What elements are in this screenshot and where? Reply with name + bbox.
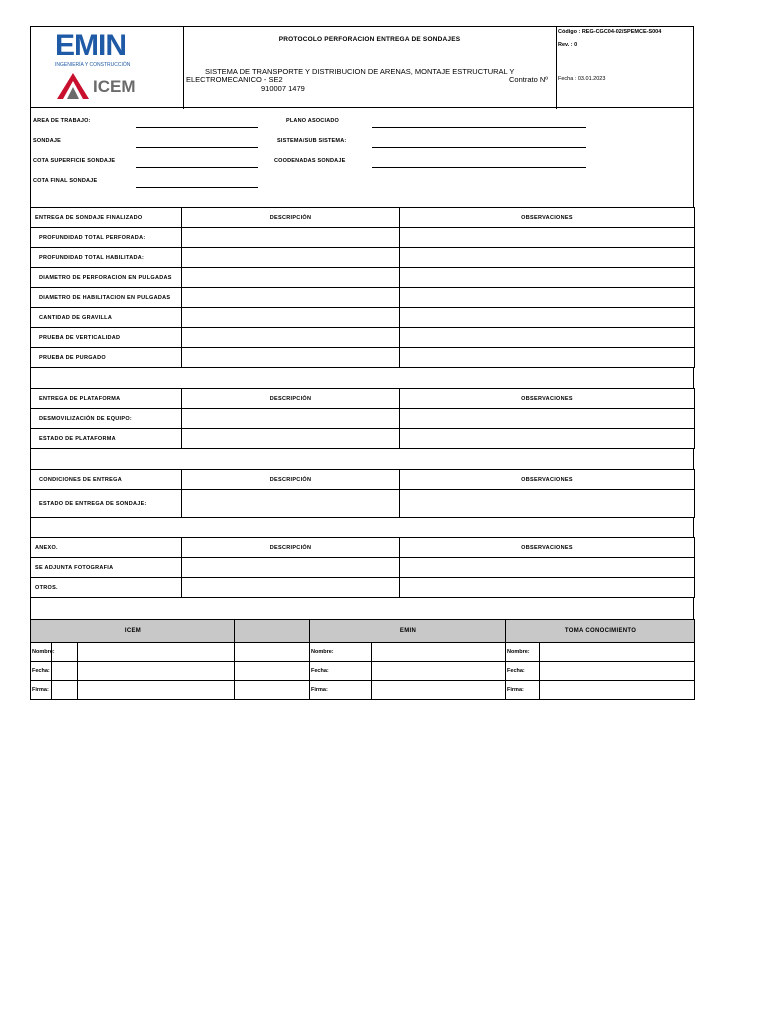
row-label: SE ADJUNTA FOTOGRAFIA bbox=[31, 558, 182, 578]
logo-cell: EMIN INGENIERÍA Y CONSTRUCCIÓN ICEM bbox=[31, 27, 184, 109]
observaciones-cell[interactable] bbox=[400, 578, 695, 598]
row-label: OTROS. bbox=[31, 578, 182, 598]
sig-label: Fecha: bbox=[506, 662, 540, 681]
descripcion-cell[interactable] bbox=[182, 288, 400, 308]
descripcion-cell[interactable] bbox=[182, 429, 400, 449]
observaciones-cell[interactable] bbox=[400, 308, 695, 328]
form-title: PROTOCOLO PERFORACION ENTREGA DE SONDAJES bbox=[278, 36, 461, 43]
col-observaciones: OBSERVACIONES bbox=[400, 470, 695, 490]
sig-cell[interactable] bbox=[540, 662, 695, 681]
sig-cell[interactable] bbox=[52, 643, 78, 662]
table-row bbox=[31, 308, 695, 328]
row-label: ESTADO DE ENTREGA DE SONDAJE: bbox=[31, 490, 182, 518]
section-entrega-sondaje bbox=[30, 207, 695, 368]
sig-header-toma: TOMA CONOCIMIENTO bbox=[506, 620, 695, 643]
sig-label: Firma: bbox=[506, 681, 540, 700]
observaciones-cell[interactable] bbox=[400, 268, 695, 288]
section-divider bbox=[30, 518, 694, 538]
coordenadas-field[interactable] bbox=[372, 167, 586, 168]
table-row bbox=[31, 429, 695, 449]
sig-label: Firma: bbox=[31, 681, 52, 700]
sig-cell[interactable] bbox=[540, 681, 695, 700]
observaciones-cell[interactable] bbox=[400, 328, 695, 348]
signature-table bbox=[30, 619, 695, 700]
table-row bbox=[31, 558, 695, 578]
row-label: PRUEBA DE PURGADO bbox=[31, 348, 182, 368]
col-descripcion: DESCRIPCIÓN bbox=[182, 208, 400, 228]
sig-cell[interactable] bbox=[540, 643, 695, 662]
table-header-row bbox=[31, 470, 695, 490]
cota-final-field[interactable] bbox=[136, 187, 258, 188]
doc-rev: Rev. : 0 bbox=[558, 42, 578, 48]
table-row bbox=[31, 228, 695, 248]
emin-logo: EMIN INGENIERÍA Y CONSTRUCCIÓN bbox=[55, 29, 131, 68]
sig-label: Firma: bbox=[310, 681, 372, 700]
sig-cell[interactable] bbox=[372, 662, 506, 681]
observaciones-cell[interactable] bbox=[400, 228, 695, 248]
sig-header-blank bbox=[235, 620, 310, 643]
section-title: CONDICIONES DE ENTREGA bbox=[31, 470, 182, 490]
table-header-row bbox=[31, 389, 695, 409]
signature-row bbox=[31, 681, 695, 700]
descripcion-cell[interactable] bbox=[182, 328, 400, 348]
contract-label: Contrato Nº bbox=[509, 75, 549, 84]
observaciones-cell[interactable] bbox=[400, 429, 695, 449]
sig-cell[interactable] bbox=[372, 643, 506, 662]
sig-cell[interactable] bbox=[78, 662, 235, 681]
cota-final-label: COTA FINAL SONDAJE bbox=[33, 178, 98, 184]
descripcion-cell[interactable] bbox=[182, 248, 400, 268]
table-header-row bbox=[31, 208, 695, 228]
signature-row bbox=[31, 643, 695, 662]
sig-label: Nombre: bbox=[310, 643, 372, 662]
sig-cell[interactable] bbox=[52, 662, 78, 681]
section-divider bbox=[30, 449, 694, 470]
plano-asociado-label: PLANO ASOCIADO bbox=[286, 118, 340, 124]
observaciones-cell[interactable] bbox=[400, 348, 695, 368]
col-observaciones: OBSERVACIONES bbox=[400, 208, 695, 228]
cota-superficie-label: COTA SUPERFICIE SONDAJE bbox=[33, 158, 116, 164]
col-descripcion: DESCRIPCIÓN bbox=[182, 538, 400, 558]
icem-triangle-icon bbox=[55, 71, 91, 101]
table-row bbox=[31, 348, 695, 368]
cota-superficie-field[interactable] bbox=[136, 167, 258, 168]
doc-code: Código : REG-CGC04-02/SPEMCE-S004 bbox=[558, 29, 662, 35]
table-header-row bbox=[31, 538, 695, 558]
sig-cell[interactable] bbox=[372, 681, 506, 700]
row-label: DIAMETRO DE PERFORACION EN PULGADAS bbox=[31, 268, 182, 288]
signature-row bbox=[31, 662, 695, 681]
descripcion-cell[interactable] bbox=[182, 409, 400, 429]
descripcion-cell[interactable] bbox=[182, 308, 400, 328]
row-label: ESTADO DE PLATAFORMA bbox=[31, 429, 182, 449]
coordenadas-label: COODENADAS SONDAJE bbox=[274, 158, 346, 164]
sistema-label: SISTEMA/SUB SISTEMA: bbox=[277, 138, 347, 144]
sig-cell[interactable] bbox=[235, 643, 310, 662]
table-row bbox=[31, 268, 695, 288]
sig-header-emin: EMIN bbox=[310, 620, 506, 643]
signature-header-row bbox=[31, 620, 695, 643]
form-header bbox=[30, 26, 694, 108]
table-row bbox=[31, 490, 695, 518]
observaciones-cell[interactable] bbox=[400, 409, 695, 429]
section-anexo bbox=[30, 537, 695, 598]
area-trabajo-field[interactable] bbox=[136, 127, 258, 128]
plano-asociado-field[interactable] bbox=[372, 127, 586, 128]
descripcion-cell[interactable] bbox=[182, 268, 400, 288]
observaciones-cell[interactable] bbox=[400, 248, 695, 268]
row-label: PRUEBA DE VERTICALIDAD bbox=[31, 328, 182, 348]
sig-header-icem: ICEM bbox=[31, 620, 235, 643]
section-condiciones-entrega bbox=[30, 469, 695, 518]
descripcion-cell[interactable] bbox=[182, 490, 400, 518]
descripcion-cell[interactable] bbox=[182, 348, 400, 368]
descripcion-cell[interactable] bbox=[182, 228, 400, 248]
row-label: DESMOVILIZACIÓN DE EQUIPO: bbox=[31, 409, 182, 429]
observaciones-cell[interactable] bbox=[400, 558, 695, 578]
table-row bbox=[31, 328, 695, 348]
row-label: PROFUNDIDAD TOTAL HABILITADA: bbox=[31, 248, 182, 268]
observaciones-cell[interactable] bbox=[400, 490, 695, 518]
col-descripcion: DESCRIPCIÓN bbox=[182, 470, 400, 490]
sig-label: Fecha: bbox=[31, 662, 52, 681]
project-number: 910007 1479 bbox=[261, 84, 305, 93]
section-title: ENTREGA DE SONDAJE FINALIZADO bbox=[31, 208, 182, 228]
section-title: ANEXO. bbox=[31, 538, 182, 558]
sig-cell[interactable] bbox=[78, 643, 235, 662]
project-line-1: SISTEMA DE TRANSPORTE Y DISTRIBUCION DE ARENAS, MONTAJE ESTRUCTURAL Y bbox=[205, 67, 515, 76]
col-descripcion: DESCRIPCIÓN bbox=[182, 389, 400, 409]
observaciones-cell[interactable] bbox=[400, 288, 695, 308]
sig-label: Fecha: bbox=[310, 662, 372, 681]
section-title: ENTREGA DE PLATAFORMA bbox=[31, 389, 182, 409]
section-entrega-plataforma bbox=[30, 388, 695, 449]
sistema-field[interactable] bbox=[372, 147, 586, 148]
doc-date: Fecha : 03.01.2023 bbox=[558, 76, 606, 82]
row-label: PROFUNDIDAD TOTAL PERFORADA: bbox=[31, 228, 182, 248]
info-section bbox=[30, 107, 694, 208]
sig-cell[interactable] bbox=[235, 662, 310, 681]
meta-cell bbox=[556, 27, 695, 109]
section-divider bbox=[30, 368, 694, 389]
sig-label: Nombre: bbox=[31, 643, 52, 662]
descripcion-cell[interactable] bbox=[182, 578, 400, 598]
table-row bbox=[31, 248, 695, 268]
row-label: CANTIDAD DE GRAVILLA bbox=[31, 308, 182, 328]
sig-cell[interactable] bbox=[52, 681, 78, 700]
area-trabajo-label: AREA DE TRABAJO: bbox=[33, 118, 91, 124]
title-cell bbox=[183, 27, 557, 109]
row-label: DIAMETRO DE HABILITACION EN PULGADAS bbox=[31, 288, 182, 308]
table-row bbox=[31, 409, 695, 429]
sig-cell[interactable] bbox=[78, 681, 235, 700]
descripcion-cell[interactable] bbox=[182, 558, 400, 578]
section-divider bbox=[30, 598, 694, 620]
table-row bbox=[31, 578, 695, 598]
col-observaciones: OBSERVACIONES bbox=[400, 389, 695, 409]
sig-cell[interactable] bbox=[235, 681, 310, 700]
table-row bbox=[31, 288, 695, 308]
sig-label: Nombre: bbox=[506, 643, 540, 662]
col-observaciones: OBSERVACIONES bbox=[400, 538, 695, 558]
sondaje-field[interactable] bbox=[136, 147, 258, 148]
sondaje-label: SONDAJE bbox=[33, 138, 61, 144]
project-line-2: ELECTROMECANICO - SE2 bbox=[186, 75, 283, 84]
